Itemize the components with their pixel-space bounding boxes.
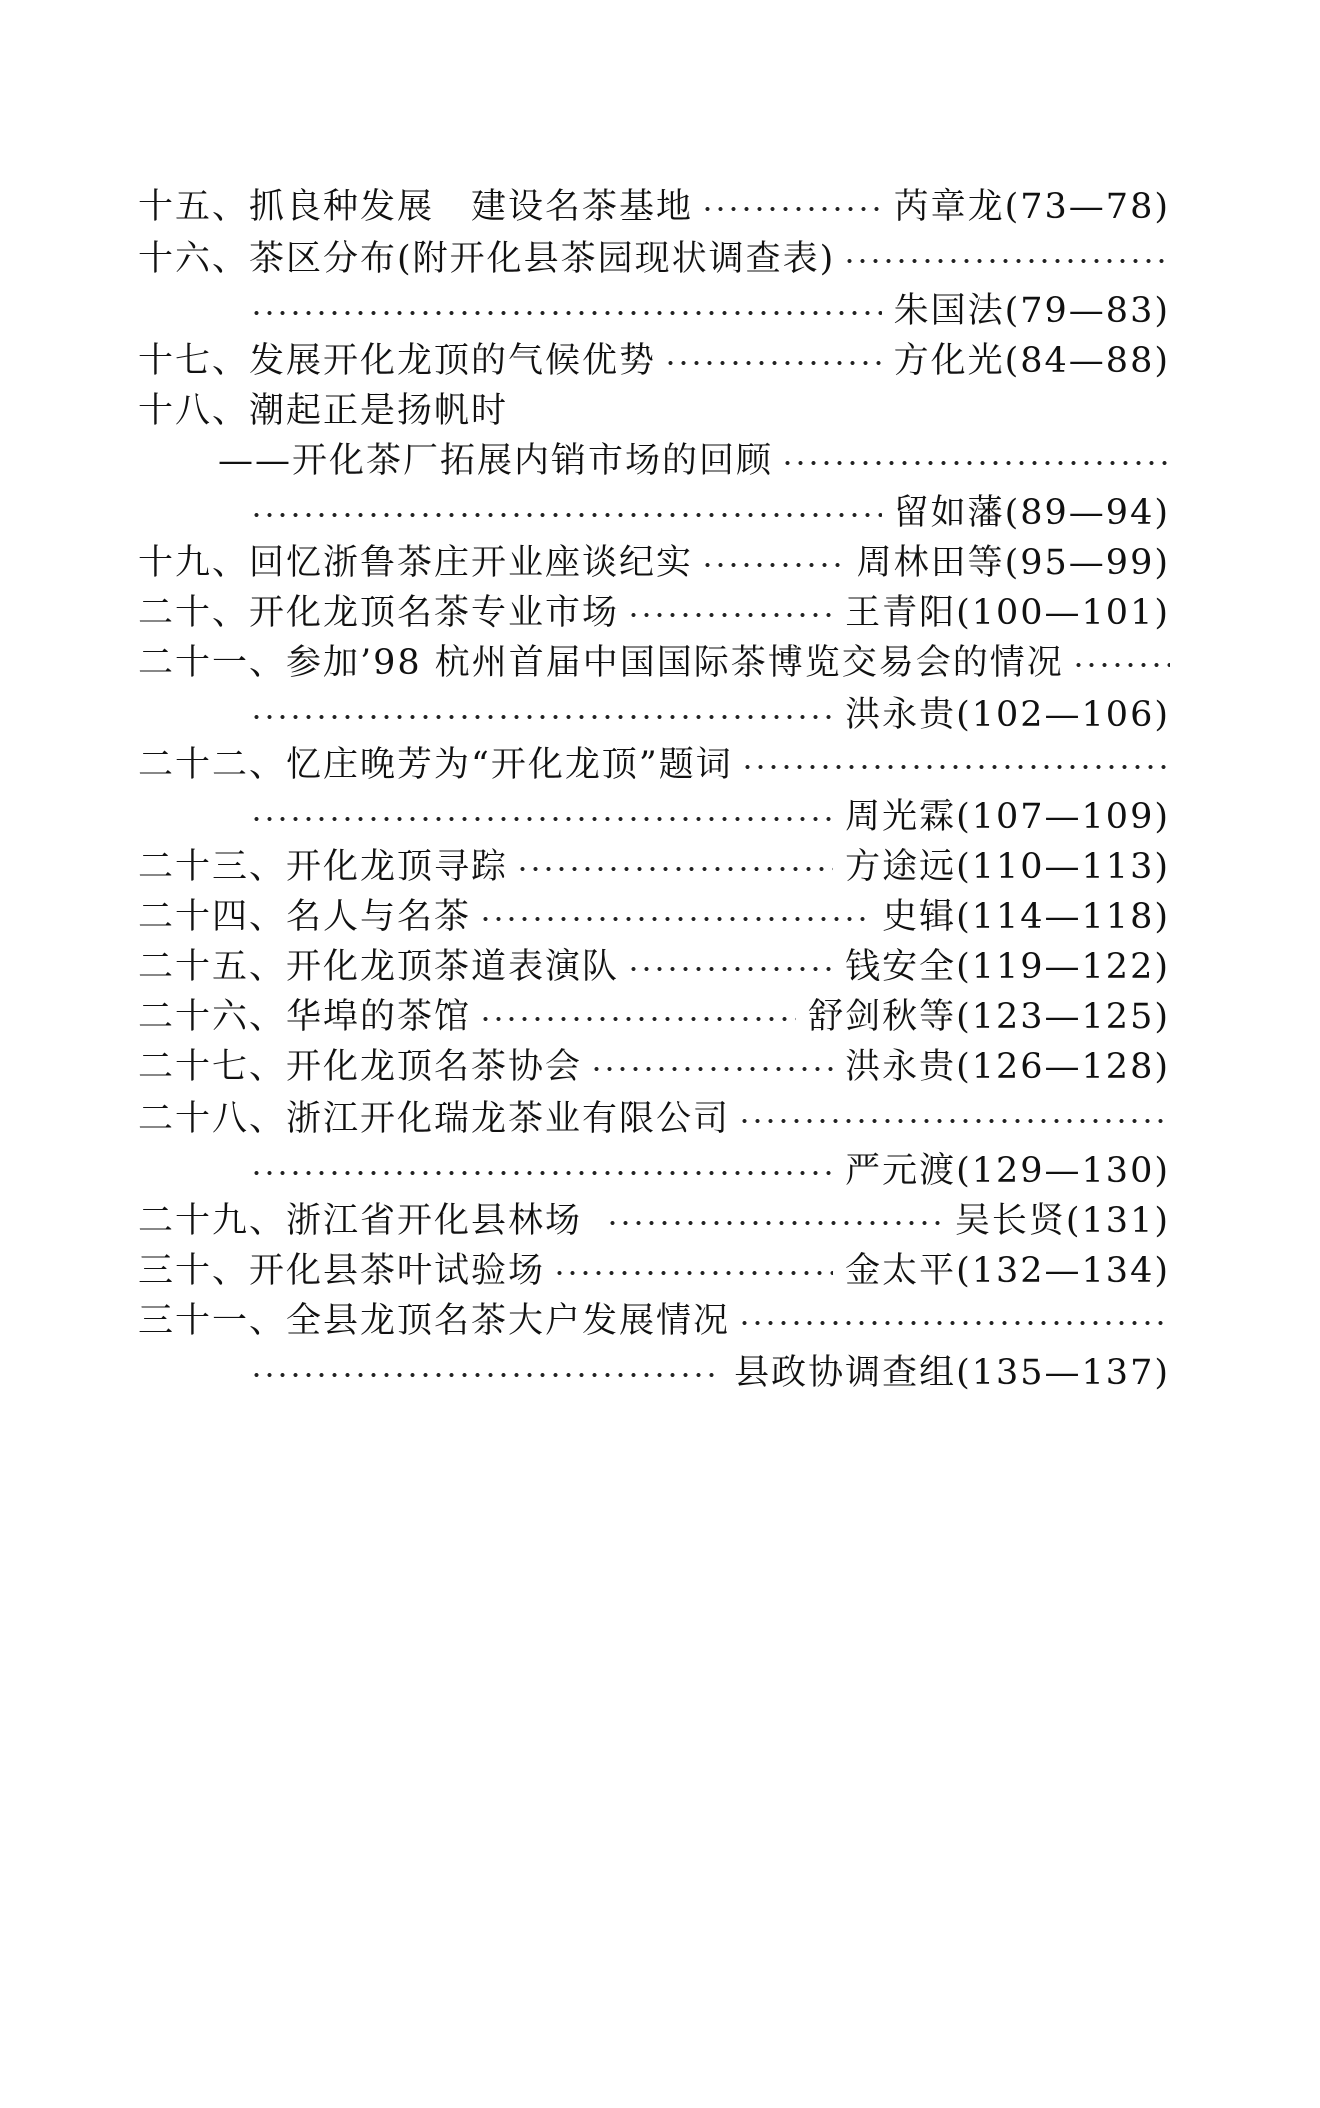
entry-author-pages: 芮章龙(73—78) [893,187,1170,227]
leader-dots [479,915,870,923]
toc-entry [138,936,1170,992]
leader-dots [627,611,833,619]
toc-entry [138,1290,1170,1346]
toc-entry [138,330,1170,386]
toc-entry [138,228,1170,284]
leader-dots [479,1015,796,1023]
entry-author-pages: 县政协调查组(135—137) [734,1353,1170,1393]
leader-dots [627,965,833,973]
leader-dots [738,1117,1170,1125]
leader-dots [250,713,833,721]
entry-title: 二十七、开化龙顶名茶协会 [138,1047,583,1087]
leader-dots [250,815,833,823]
entry-author-pages: 洪永贵(102—106) [845,695,1170,735]
leader-dots [250,1371,722,1379]
toc-entry [138,1190,1170,1246]
entry-title: 二十六、华埠的茶馆 [138,997,472,1037]
entry-author-pages: 朱国法(79—83) [893,291,1170,331]
toc-entry [138,734,1170,790]
entry-author-pages: 舒剑秋等(123—125) [808,997,1170,1037]
entry-title: 二十三、开化龙顶寻踪 [138,847,509,887]
toc-entry-continuation [250,280,1170,336]
leader-dots [516,865,833,873]
leader-dots [553,1269,833,1277]
toc-entry-continuation [250,482,1170,538]
toc-entry [138,836,1170,892]
entry-title: 三十、开化县茶叶试验场 [138,1251,546,1291]
entry-title: 二十二、忆庄晚芳为“开化龙顶”题词 [138,745,733,785]
leader-dots [664,359,882,367]
entry-title: 二十四、名人与名茶 [138,897,472,937]
entry-title: 十七、发展开化龙顶的气候优势 [138,341,657,381]
entry-author-pages: 史辑(114—118) [882,897,1170,937]
entry-author-pages: 王青阳(100—101) [845,593,1170,633]
entry-author-pages: 严元渡(129—130) [845,1151,1170,1191]
toc-entry [138,632,1170,688]
toc-entry [138,582,1170,638]
leader-dots [738,1319,1170,1327]
entry-title: 十九、回忆浙鲁茶庄开业座谈纪实 [138,543,694,583]
entry-author-pages: 留如藩(89—94) [893,493,1170,533]
leader-dots [701,205,882,213]
leader-dots [250,309,882,317]
leader-dots [590,1065,833,1073]
leader-dots [701,561,845,569]
leader-dots [843,257,1170,265]
toc-entry-continuation [250,786,1170,842]
entry-author-pages: 金太平(132—134) [845,1251,1170,1291]
toc-entry [138,1088,1170,1144]
entry-title: 二十八、浙江开化瑞龙茶业有限公司 [138,1099,731,1139]
entry-author-pages: 周林田等(95—99) [856,543,1170,583]
toc-entry [138,886,1170,942]
entry-title: 三十一、全县龙顶名茶大户发展情况 [138,1301,731,1341]
entry-title: 二十五、开化龙顶茶道表演队 [138,947,620,987]
toc-entry [138,986,1170,1042]
entry-title: 十五、抓良种发展 建设名茶基地 [138,187,694,227]
entry-author-pages: 吴长贤(131) [954,1201,1170,1241]
leader-dots [741,763,1170,771]
entry-author-pages: 周光霖(107—109) [845,797,1170,837]
toc-entry [138,380,1170,436]
entry-title: 十八、潮起正是扬帆时 [138,391,509,431]
leader-dots [250,1169,833,1177]
entry-title: 二十一、参加’98 杭州首届中国国际茶博览交易会的情况 [138,643,1064,683]
leader-dots [781,459,1170,467]
entry-author-pages: 方途远(110—113) [845,847,1170,887]
toc-entry [138,532,1170,588]
entry-author-pages: 方化光(84—88) [893,341,1170,381]
toc-entry-continuation [250,1342,1170,1398]
entry-author-pages: 洪永贵(126—128) [845,1047,1170,1087]
toc-entry [138,1240,1170,1296]
leader-dots [606,1219,943,1227]
entry-author-pages: 钱安全(119—122) [845,947,1170,987]
toc-entry-continuation [250,1140,1170,1196]
leader-dots [250,511,882,519]
entry-title: 二十、开化龙顶名茶专业市场 [138,593,620,633]
toc-entry-subtitle [218,430,1170,486]
toc-entry [138,176,1170,232]
entry-subtitle: ——开化茶厂拓展内销市场的回顾 [218,441,774,481]
entry-title: 十六、茶区分布(附开化县茶园现状调查表) [138,239,836,279]
toc-entry [138,1036,1170,1092]
toc-entry-continuation [250,684,1170,740]
entry-title: 二十九、浙江省开化县林场 [138,1201,583,1241]
leader-dots [1072,661,1170,669]
